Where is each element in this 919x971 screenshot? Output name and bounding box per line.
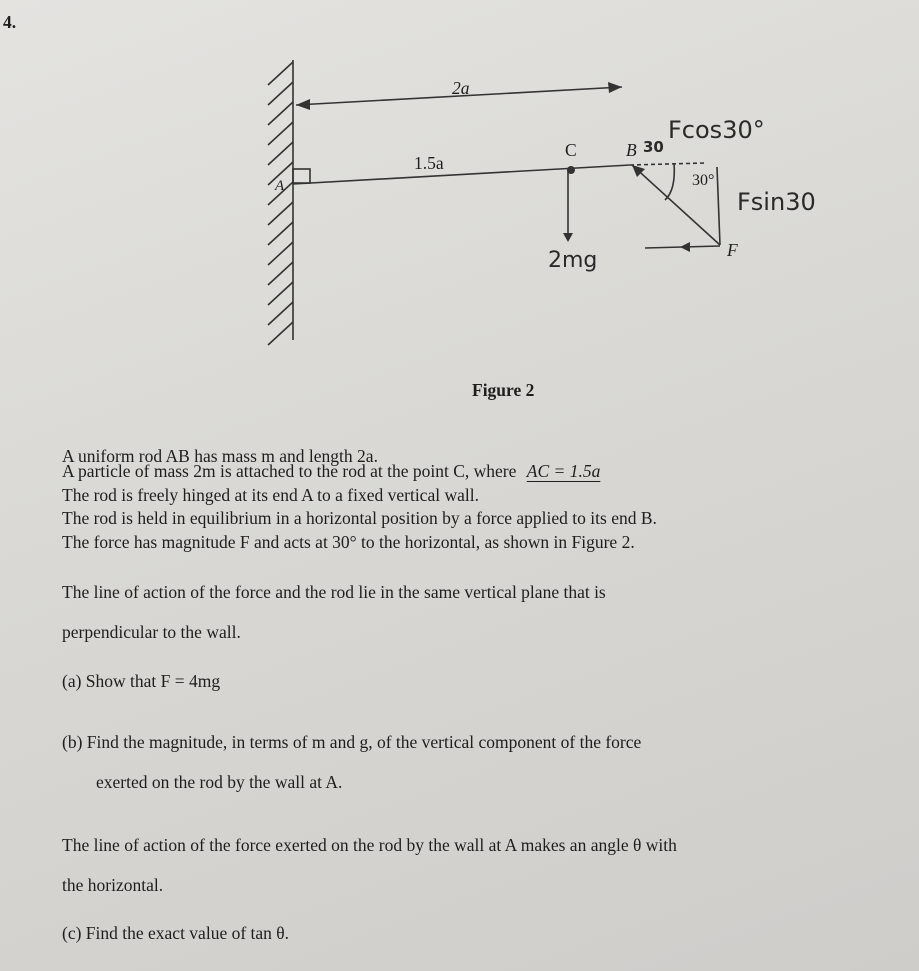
label-f: F [727,240,738,260]
body-line-7: perpendicular to the wall. [62,622,241,642]
label-c: C [565,140,577,160]
right-angle-mark [293,169,310,183]
body-line-2-text: A particle of mass 2m is attached to the rod at the point C, where [62,461,521,481]
part-a: (a) Show that F = 4mg [62,671,221,691]
label-1-5a: 1.5a [414,153,444,173]
label-b: B [626,140,637,160]
stem-line-2: the horizontal. [62,875,164,895]
body-line-1: A uniform rod AB has mass m and length 2a. [62,446,378,466]
part-b-line-2: exerted on the rod by the wall at A. [96,772,343,792]
body-line-2 [62,461,600,482]
horizontal-dashed [630,163,705,165]
part-c: (c) Find the exact value of tan θ. [62,923,290,943]
question-number: 4. [3,12,17,32]
body-line-6: The line of action of the force and the rod lie in the same vertical plane that is [62,582,606,602]
body-line-4: The rod is held in equilibrium in a horizontal position by a force applied to its end B. [62,508,657,528]
fsin-arrow [717,167,720,245]
wall-hatching [268,62,293,345]
body-line-5: The force has magnitude F and acts at 30° to the horizontal, as shown in Figure 2. [62,532,635,552]
fcos30-annotation: Fcos30° [668,116,765,144]
figure-caption: Figure 2 [472,380,535,400]
label-a: A [275,178,285,194]
point-c [567,166,575,174]
weight-annotation: 2mg [548,248,598,273]
fsin30-annotation: Fsin30 [737,188,816,216]
scribble-annotation: 30 [643,138,664,156]
rod-ab [293,165,630,184]
body-line-3: The rod is freely hinged at its end A to a fixed vertical wall. [62,485,479,505]
stem-line-1: The line of action of the force exerted on the rod by the wall at A makes an angle θ with [62,835,677,855]
angle-arc [665,163,674,200]
underlined-ac: AC = 1.5a [526,461,601,481]
label-30-degrees: 30° [692,172,715,189]
label-2a: 2a [452,78,470,98]
part-b-line-1: (b) Find the magnitude, in terms of m and g, of the vertical component of the force [62,732,642,752]
